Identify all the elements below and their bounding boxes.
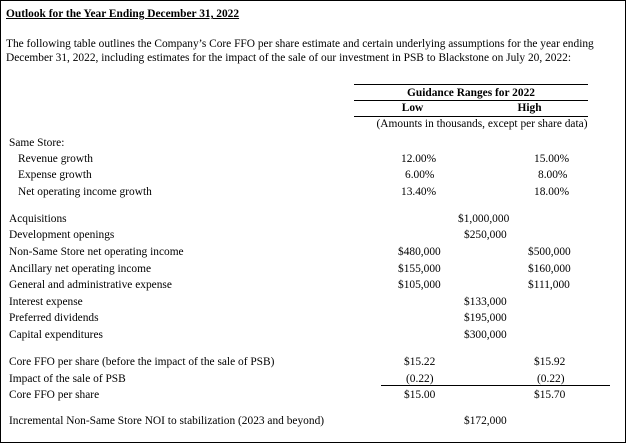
psb-impact-high: (0.22) <box>537 373 565 385</box>
core-ffo-label: Core FFO per share <box>9 389 100 401</box>
core-ffo-low: $15.00 <box>404 389 436 401</box>
capex-value: $300,000 <box>464 329 507 341</box>
expense-growth-low: 6.00% <box>405 169 435 181</box>
guidance-header <box>354 84 588 117</box>
incremental-noi-label: Incremental Non-Same Store NOI to stabilization (2023 and beyond) <box>9 415 325 427</box>
core-ffo-high: $15.70 <box>534 389 566 401</box>
development-label: Development openings <box>9 229 115 241</box>
expense-growth-label: Expense growth <box>18 169 92 181</box>
noi-growth-high: 18.00% <box>534 186 570 198</box>
ancillary-noi-label: Ancillary net operating income <box>9 263 152 275</box>
acquisitions-value: $1,000,000 <box>458 213 510 225</box>
non-same-store-noi-high: $500,000 <box>528 246 571 258</box>
preferred-dividends-label: Preferred dividends <box>9 312 99 324</box>
non-same-store-noi-low: $480,000 <box>398 246 441 258</box>
ancillary-noi-high: $160,000 <box>528 263 571 275</box>
subtotal-rule <box>381 385 610 386</box>
noi-growth-label: Net operating income growth <box>18 186 152 198</box>
column-header-high: High <box>517 102 542 114</box>
page-title: Outlook for the Year Ending December 31, 2022 <box>6 8 240 20</box>
ffo-before-psb-high: $15.92 <box>534 356 566 368</box>
acquisitions-label: Acquisitions <box>9 213 67 225</box>
amounts-note: (Amounts in thousands, except per share data) <box>376 118 588 130</box>
guidance-header-title: Guidance Ranges for 2022 <box>407 87 535 99</box>
interest-expense-value: $133,000 <box>464 296 507 308</box>
non-same-store-noi-label: Non-Same Store net operating income <box>9 246 184 258</box>
expense-growth-high: 8.00% <box>538 169 568 181</box>
ffo-before-psb-low: $15.22 <box>404 356 436 368</box>
revenue-growth-high: 15.00% <box>534 153 570 165</box>
revenue-growth-label: Revenue growth <box>18 153 93 165</box>
revenue-growth-low: 12.00% <box>401 153 437 165</box>
capex-label: Capital expenditures <box>9 329 103 341</box>
g-and-a-label: General and administrative expense <box>9 279 172 291</box>
incremental-noi-value: $172,000 <box>464 415 507 427</box>
column-header-low: Low <box>401 102 424 114</box>
intro-paragraph: The following table outlines the Company’s Core FFO per share estimate and certain underlying assumptions for the year ending December 31, 2022, including estimates for the impact of the sale of our investment in PSB to Blackstone on July 20, 2022: <box>6 38 594 64</box>
g-and-a-high: $111,000 <box>528 279 570 291</box>
ancillary-noi-low: $155,000 <box>398 263 441 275</box>
ffo-before-psb-label: Core FFO per share (before the impact of the sale of PSB) <box>9 356 275 368</box>
preferred-dividends-value: $195,000 <box>464 312 507 324</box>
same-store-label: Same Store: <box>9 137 65 149</box>
psb-impact-label: Impact of the sale of PSB <box>9 373 126 385</box>
development-value: $250,000 <box>464 229 507 241</box>
interest-expense-label: Interest expense <box>9 296 83 308</box>
noi-growth-low: 13.40% <box>401 186 437 198</box>
g-and-a-low: $105,000 <box>398 279 441 291</box>
psb-impact-low: (0.22) <box>406 373 434 385</box>
